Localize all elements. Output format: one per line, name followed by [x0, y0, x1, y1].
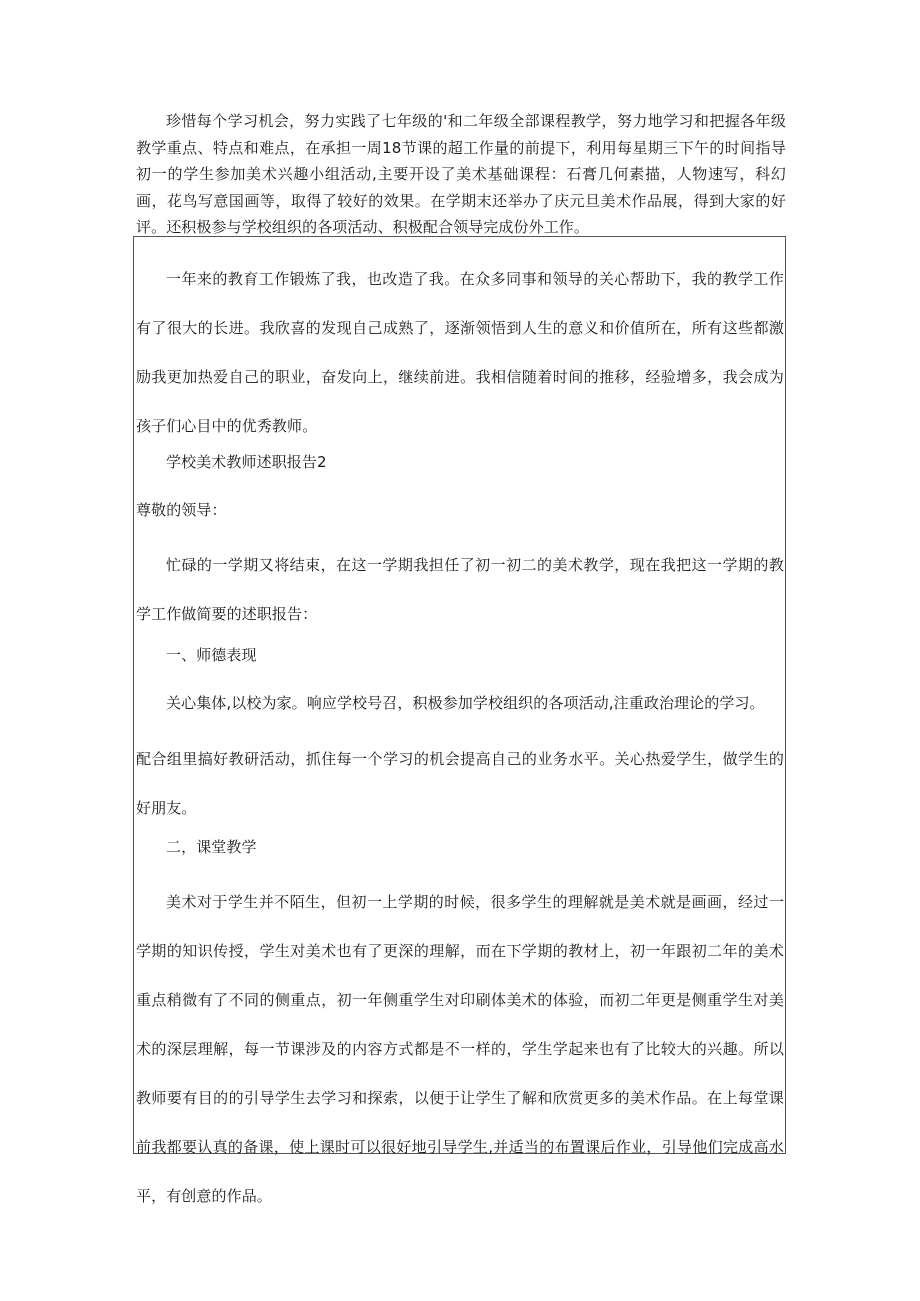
intro-paragraph: 珍惜每个学习机会，努力实践了七年级的'和二年级全部课程教学，努力地学习和把握各年级教学重点、特点和难点，在承担一周18节课的超工作量的前提下，利用每星期三下午的时间指导初一的学生参加美术兴趣小组活动,主要开设了美术基础课程：石膏几何素描，人物速写，科幻画，花鸟写意国画等，取得了较好的效果。在学期末还举办了庆元旦美术作品展，得到大家的好评。还积极参与学校组织的各项活动、积极配合领导完成份外工作。 [136, 112, 786, 236]
paragraph-reflection: 一年来的教育工作锻炼了我，也改造了我。在众多同事和领导的关心帮助下，我的教学工作有了很大的长进。我欣喜的发现自己成熟了，逐渐领悟到人生的意义和价值所在，所有这些都激励我更加热爱自己的职业，奋发向上，继续前进。我相信随着时间的推移，经验增多，我会成为孩子们心目中的优秀教师。 [136, 270, 784, 435]
paragraph-opening: 忙碌的一学期又将结束，在这一学期我担任了初一初二的美术教学，现在我把这一学期的教学工作做简要的述职报告： [136, 556, 784, 623]
section-heading-teaching: 二，课堂教学 [166, 838, 257, 856]
paragraph-ethics-1: 关心集体,以校为家。响应学校号召，积极参加学校组织的各项活动,注重政治理论的学习。 [166, 694, 765, 712]
section-heading-ethics: 一、师德表现 [166, 646, 257, 664]
report-title: 学校美术教师述职报告2 [166, 453, 327, 471]
paragraph-ethics-2: 配合组里搞好教研活动，抓住每一个学习的机会提高自己的业务水平。关心热爱学生，做学生的好朋友。 [136, 750, 784, 817]
paragraph-teaching: 美术对于学生并不陌生，但初一上学期的时候，很多学生的理解就是美术就是画画，经过一学期的知识传授，学生对美术也有了更深的理解，而在下学期的教材上，初一年跟初二年的美术重点稍微有了不同的侧重点，初一年侧重学生对印刷体美术的体验，而初二年更是侧重学生对美术的深层理解，每一节课涉及的内容方式都是不一样的，学生学起来也有了比较大的兴趣。所以教师要有目的的引导学生去学习和探索，以便于让学生了解和欣赏更多的美术作品。在上每堂课前我都要认真的备课，使上课时可以很好地引导学生,并适当的布置课后作业，引导他们完成高水平，有创意的作品。 [136, 893, 784, 1205]
salutation: 尊敬的领导： [136, 501, 227, 519]
